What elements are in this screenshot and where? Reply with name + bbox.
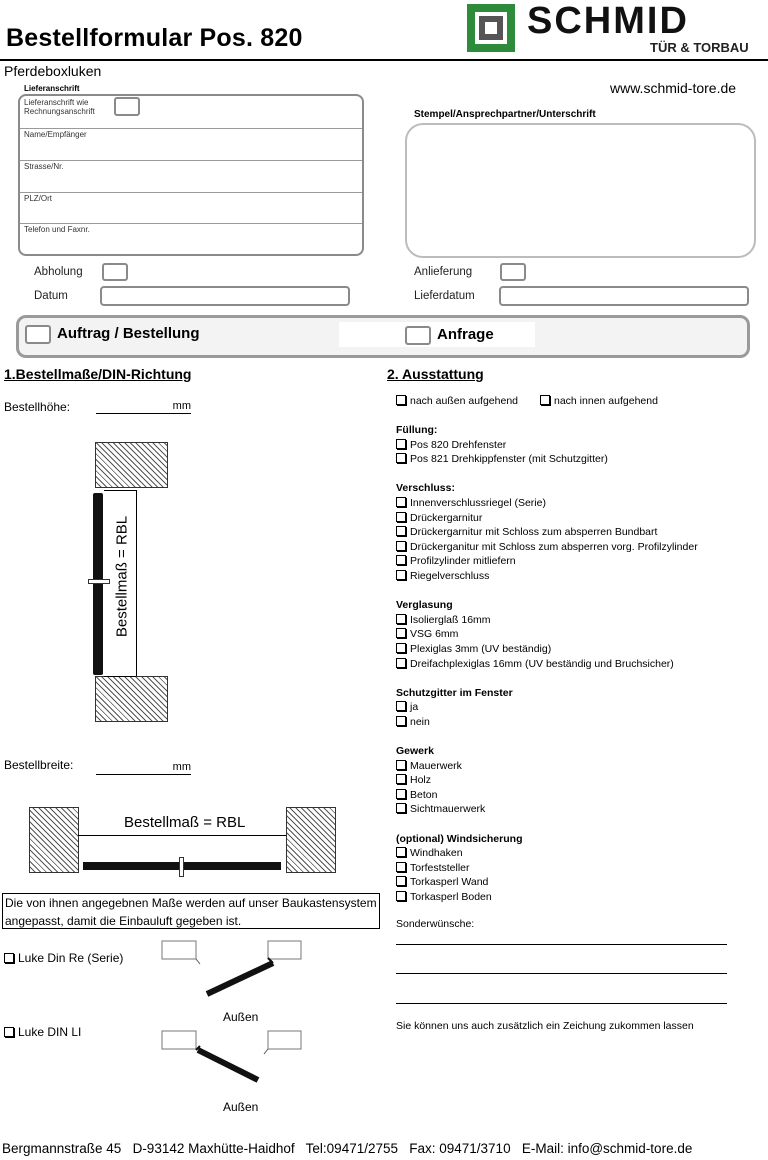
delivery-label: Anlieferung (414, 266, 473, 278)
option-item[interactable]: Windhaken (396, 846, 766, 861)
option-item[interactable]: Mauerwerk (396, 759, 766, 774)
footer-contact: Bergmannstraße 45 D-93142 Maxhütte-Haidhof Tel:09471/2755 Fax: 09471/3710 E-Mail: info@schmid-tore.de (2, 1141, 693, 1156)
opening-outward-label: nach außen aufgehend (410, 395, 519, 407)
group-title: (optional) Windsicherung (396, 832, 523, 845)
dimension-label-vertical: Bestellmaß = RBL (113, 515, 131, 638)
option-item[interactable]: Riegelverschluss (396, 569, 766, 584)
option-item[interactable]: Drückergarnitur mit Schloss zum absperren Bundbart (396, 525, 766, 540)
note-text: Die von ihnen angegebnen Maße werden auf unser Baukastensystem angepasst, damit die Einbauluft gegeben ist. (5, 896, 377, 928)
checkbox[interactable] (396, 526, 406, 536)
dimension-line-horizontal (78, 835, 286, 836)
luke-re-diagram (160, 938, 305, 1003)
dimension-line-vertical (136, 490, 137, 676)
checkbox[interactable] (396, 803, 406, 813)
logo-text: SCHMID (527, 0, 689, 42)
top-wall (95, 442, 168, 488)
height-unit: mm (172, 400, 191, 412)
inquiry-checkbox[interactable] (405, 326, 431, 345)
company-logo (465, 2, 765, 56)
opening-inward[interactable] (540, 394, 658, 409)
hatch-door-vertical (93, 493, 103, 675)
drawing-note: Sie können uns auch zusätzlich ein Zeichung zukommen lassen (396, 1020, 694, 1032)
stamp-label: Stempel/Ansprechpartner/Unterschrift (414, 109, 596, 120)
inquiry-label: Anfrage (437, 326, 494, 343)
website[interactable]: www.schmid-tore.de (610, 80, 737, 96)
same-as-billing-label: Lieferanschrift wie Rechnungsanschrift (24, 98, 95, 116)
checkbox[interactable] (396, 716, 406, 726)
checkbox[interactable] (396, 876, 406, 886)
option-item[interactable]: Pos 820 Drehfenster (396, 438, 766, 453)
checkbox[interactable] (396, 541, 406, 551)
date-label: Datum (34, 290, 68, 302)
group-fuellung (396, 423, 766, 467)
order-label: Auftrag / Bestellung (57, 325, 200, 342)
page-subtitle: Pferdeboxluken (4, 63, 102, 79)
stamp-box[interactable] (405, 123, 756, 258)
logo-tagline: TÜR & TORBAU (650, 40, 749, 55)
luke-li-label: Luke DIN LI (18, 1025, 82, 1039)
option-item[interactable]: nein (396, 715, 766, 730)
group-schutzgitter (396, 686, 766, 730)
left-wall (29, 807, 79, 873)
section2-heading: 2. Ausstattung (387, 366, 484, 382)
checkbox[interactable] (396, 439, 406, 449)
opening-inward-checkbox[interactable] (540, 395, 550, 405)
page-title: Bestellformular Pos. 820 (6, 24, 303, 52)
luke-re-option[interactable] (4, 951, 123, 966)
height-label: Bestellhöhe: (4, 400, 71, 414)
group-verschluss (396, 481, 766, 583)
option-item[interactable]: Torkasperl Wand (396, 875, 766, 890)
hinge-mark (88, 579, 110, 584)
width-label: Bestellbreite: (4, 758, 74, 772)
option-item[interactable]: Innenverschlussriegel (Serie) (396, 496, 766, 511)
height-input[interactable] (96, 400, 191, 414)
order-checkbox[interactable] (25, 325, 51, 344)
checkbox[interactable] (396, 628, 406, 638)
outside-label-re: Außen (223, 1010, 259, 1024)
note-box (2, 893, 380, 929)
date-input[interactable] (100, 286, 350, 306)
group-title: Schutzgitter im Fenster (396, 686, 513, 699)
checkbox[interactable] (396, 570, 406, 580)
field-street-label[interactable]: Strasse/Nr. (24, 162, 64, 171)
checkbox[interactable] (396, 658, 406, 668)
group-gewerk (396, 744, 766, 817)
dimension-label-horizontal: Bestellmaß = RBL (124, 814, 246, 831)
field-name-label[interactable]: Name/Empfänger (24, 130, 87, 139)
checkbox[interactable] (396, 497, 406, 507)
option-item[interactable]: VSG 6mm (396, 627, 766, 642)
option-item[interactable]: Drückergarnitur (396, 511, 766, 526)
group-title: Gewerk (396, 745, 434, 758)
checkbox[interactable] (396, 512, 406, 522)
checkbox[interactable] (396, 774, 406, 784)
checkbox[interactable] (396, 789, 406, 799)
field-phone-label[interactable]: Telefon und Faxnr. (24, 225, 90, 234)
checkbox[interactable] (396, 555, 406, 565)
group-windsicherung (396, 832, 766, 905)
special-wishes-line-1[interactable] (396, 944, 727, 945)
checkbox[interactable] (396, 614, 406, 624)
option-item[interactable]: Beton (396, 788, 766, 803)
delivery-date-label: Lieferdatum (414, 290, 475, 302)
delivery-heading: Lieferanschrift (24, 84, 80, 93)
luke-re-label: Luke Din Re (Serie) (18, 951, 124, 965)
special-wishes-label: Sonderwünsche: (396, 918, 475, 930)
option-item[interactable]: Pos 821 Drehkippfenster (mit Schutzgitter) (396, 452, 766, 467)
option-item[interactable]: Torfeststeller (396, 861, 766, 876)
option-item[interactable]: Plexiglas 3mm (UV beständig) (396, 642, 766, 657)
option-item[interactable]: Dreifachplexiglas 16mm (UV beständig und Bruchsicher) (396, 657, 766, 672)
checkbox[interactable] (396, 701, 406, 711)
header-divider (0, 59, 768, 61)
section1-heading: 1.Bestellmaße/DIN-Richtung (4, 366, 192, 382)
pickup-label: Abholung (34, 266, 83, 278)
checkbox[interactable] (396, 643, 406, 653)
equipment-groups (396, 423, 766, 905)
group-title: Füllung: (396, 424, 438, 436)
luke-re-checkbox[interactable] (4, 953, 14, 963)
order-type-bar (16, 315, 750, 358)
option-item[interactable]: Profilzylinder mitliefern (396, 554, 766, 569)
bottom-wall (95, 676, 168, 722)
special-wishes-line-3[interactable] (396, 1003, 727, 1004)
option-item[interactable]: Torkasperl Boden (396, 890, 766, 905)
delivery-checkbox[interactable] (500, 263, 526, 281)
outside-label-li: Außen (223, 1100, 259, 1114)
special-wishes-line-2[interactable] (396, 973, 727, 974)
checkbox[interactable] (396, 453, 406, 463)
option-item[interactable]: Sichtmauerwerk (396, 802, 766, 817)
checkbox[interactable] (396, 862, 406, 872)
field-city-label[interactable]: PLZ/Ort (24, 194, 53, 203)
opening-outward[interactable] (396, 394, 518, 409)
group-title: Verglasung (396, 599, 453, 612)
delivery-address-box (18, 94, 364, 256)
checkbox[interactable] (396, 760, 406, 770)
luke-li-checkbox[interactable] (4, 1027, 14, 1037)
pickup-checkbox[interactable] (102, 263, 128, 281)
group-verglasung (396, 598, 766, 671)
opening-outward-checkbox[interactable] (396, 395, 406, 405)
same-as-billing-checkbox[interactable] (114, 97, 140, 116)
luke-li-option[interactable] (4, 1025, 81, 1040)
width-input[interactable] (96, 761, 191, 775)
opening-inward-label: nach innen aufgehend (554, 395, 658, 407)
luke-li-diagram (160, 1028, 305, 1088)
option-item[interactable]: ja (396, 700, 766, 715)
checkbox[interactable] (396, 891, 406, 901)
checkbox[interactable] (396, 847, 406, 857)
width-unit: mm (172, 761, 191, 773)
right-wall (286, 807, 336, 873)
option-item[interactable]: Drückerganitur mit Schloss zum absperren vorg. Profilzylinder (396, 540, 766, 555)
option-item[interactable]: Holz (396, 773, 766, 788)
option-item[interactable]: Isolierglaß 16mm (396, 613, 766, 628)
delivery-date-input[interactable] (499, 286, 749, 306)
group-title: Verschluss: (396, 482, 455, 495)
